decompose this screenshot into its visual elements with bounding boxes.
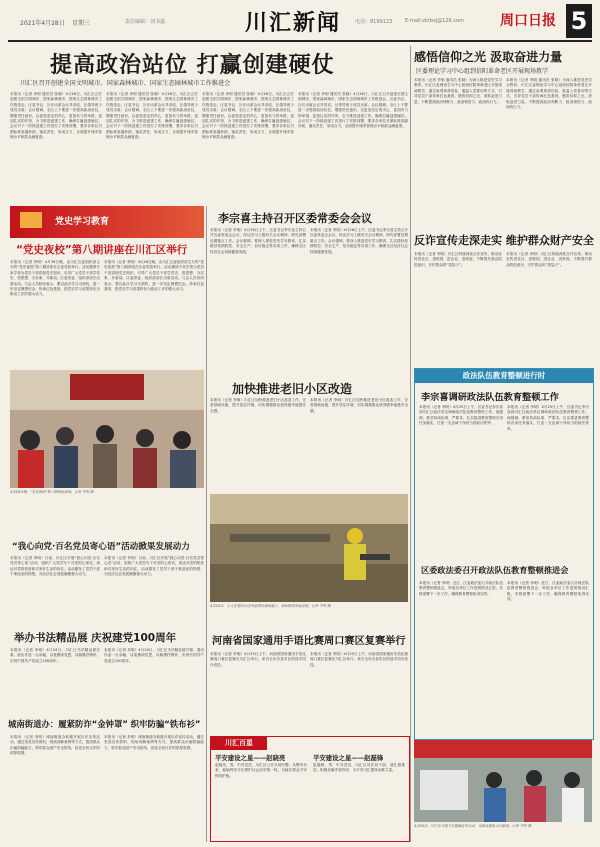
rectify-body-1: 本报讯（记者 李明）4月25日上午，区委书记李宗喜到川汇区政法单位调研政法队伍教育整顿工作。他强调，要坚持高标准、严要求，扎实推进教育整顿各项任务落实，打造一支忠诚干净担当的政法铁军。 <box>419 405 503 426</box>
campaign-title: “我心向党·百名党员寄心语”活动掀果发展动力 <box>12 542 190 552</box>
stars-right-body: 赵磊锋，男，中共党员，川汇区司法局干部。他扎根基层，积极化解矛盾纠纷，为平安川汇建设贡献力量。 <box>313 763 405 773</box>
stars-box-label: 川汇百星 <box>211 737 267 750</box>
rectify-body-2: 本报讯（记者 李明）4月25日上午，区委书记李宗喜到川汇区政法单位调研政法队伍教育整顿工作。他强调，要坚持高标准、严要求，扎实推进教育整顿各项任务落实，打造一支忠诚干净担当的政法铁军。 <box>507 405 589 431</box>
header-divider <box>8 40 592 42</box>
lecture-caption: 4月26日晚，“党史夜校”第八期讲座现场。记者 李明 摄 <box>10 490 94 494</box>
stars-left-title: 平安建设之星——赵晓亮 <box>215 754 286 762</box>
party-school-banner <box>10 206 204 238</box>
rectify-title: 李宗喜调研政法队伍教育整顿工作 <box>421 392 559 403</box>
calligraphy-body-2: 本报讯（记者 李明）4月24日，川汇区书法精品展开幕，展出作品一百余幅，以笔墨颂党恩，以翰墨抒情怀，庆祝中国共产党成立100周年。 <box>104 648 204 663</box>
lead-body-col1: 本报讯（记者 李明 通讯员 张晓）4月26日，川汇区召开创建全国文明城市、国家森林城市、国家生态园林城市工作推进会。区委书记、区长出席会议并讲话，区领导班子成员出席。会议强调，全区上下要进一步提高政治站位，增强责任意识，以更加坚定的决心、更加有力的举措、更加扎实的作风，全力推进创建工作，确保打赢创建硬仗。会议对下一阶段创建工作进行了安排部署，要求各单位对照标准查漏补缺，落实责任，形成合力，全面提升城市管理水平和群众满意度。 <box>10 92 102 140</box>
stars-box <box>210 736 410 842</box>
stars-left-body: 赵晓亮，男，中共党员，川汇区公安分局民警。从警多年来，他始终坚守在维护社会治安第一线，为辖区群众平安保驾护航。 <box>215 763 307 778</box>
lead-body-col4: 本报讯（记者 李明 通讯员 张晓）4月26日，川汇区召开创建全国文明城市、国家森林城市、国家生态园林城市工作推进会。区委书记、区长出席会议并讲话，区领导班子成员出席。会议强调，全区上下要进一步提高政治站位，增强责任意识，以更加坚定的决心、更加有力的举措、更加扎实的作风，全力推进创建工作，确保打赢创建硬仗。会议对下一阶段创建工作进行了安排部署，要求各单位对照标准查漏补缺，落实责任，形成合力，全面提升城市管理水平和群众满意度。 <box>298 92 408 129</box>
lead-body-col3: 本报讯（记者 李明 通讯员 张晓）4月26日，川汇区召开创建全国文明城市、国家森林城市、国家生态园林城市工作推进会。区委书记、区长出席会议并讲话，区领导班子成员出席。会议强调，全区上下要进一步提高政治站位，增强责任意识，以更加坚定的决心、更加有力的举措、更加扎实的作风，全力推进创建工作，确保打赢创建硬仗。会议对下一阶段创建工作进行了安排部署，要求各单位对照标准查漏补缺，落实责任，形成合力，全面提升城市管理水平和群众满意度。 <box>202 92 294 140</box>
fraud-title: 反诈宣传走深走实 维护群众财产安全 <box>414 234 594 247</box>
flag-icon <box>20 212 42 228</box>
campaign-body-2: 本报讯（记者 李明）日前，川汇区开展“我心向党·百名党员寄心语”活动，组织广大党员写下对党的心里话，表达对党的热爱和对美好生活的向往。活动激发了党员干部干事创业的热情，为经济社会发展凝聚强大动力。 <box>104 556 204 577</box>
health-caption: 4月24日，川汇区开展卫生健康宣传活动，为群众提供义诊服务。记者 李明 摄 <box>414 824 532 828</box>
street-title: 城南街道办：履紧防诈“金钟罩” 织牢防骗“铁布衫” <box>8 719 201 729</box>
header-editor: 责任编辑：刘书鑫 <box>125 19 166 25</box>
health-photo <box>414 740 592 822</box>
skills-body-1: 本报讯（记者 李明）4月25日上午，河南省国家通用手语比赛周口赛区复赛在川汇区举行，来自全市各县市区的选手同台竞技。 <box>210 652 306 667</box>
faith-body-2: 本报讯（记者 李明 通讯员 张晓）为深入推进党史学习教育，川汇区委理论学习中心组到信阳革命老区开展现场教学，通过参观革命旧址、重温入党誓词等方式，引导党员干部传承红色基因，感悟信仰之光，汲取奋进力量，不断提高政治判断力、政治领悟力、政治执行力。 <box>506 78 592 110</box>
party-school-body-2: 本报讯（记者 李明）4月26日晚，由川汇区委组织部主办的“党史夜校”第八期讲座在区委党校举行。活动邀请专家学者为党员干部讲授党史知识，引导广大党员干部学党史、悟思想、办实事、开新局。区委常委、组织部部长出席活动。与会人员纷纷表示，要以此次学习为契机，进一步坚定理想信念，传承红色基因，把党史学习成果转化为推动工作的强大动力。 <box>104 260 204 292</box>
meeting-title: 李宗喜主持召开区委常委会会议 <box>218 212 372 225</box>
divider-right <box>410 46 411 842</box>
renovation-caption: 4月24日，工人在老旧小区改造项目现场施工，加快推进改造进度。记者 李明 摄 <box>210 604 331 608</box>
meeting-body-2: 本报讯（记者 李明）4月26日上午，区委书记李宗喜主持召开区委常委会会议，传达学习上级有关会议精神，研究部署近期重点工作。会议强调，要深入推进党史学习教育，扎实做好疫情防控、安全生产、信访稳定等各项工作，确保全区经济社会持续健康发展。 <box>310 228 408 254</box>
calligraphy-title: 举办书法精品展 庆祝建党100周年 <box>14 632 177 644</box>
rectify-body2-1: 本报讯（记者 李明）近日，区委政法委召开政法队伍教育整顿推进会，听取各单位工作进展情况汇报，安排部署下一步工作，确保教育整顿取得实效。 <box>419 581 503 596</box>
fraud-body-2: 本报讯（记者 李明）川汇区持续深化反诈宣传，推动宣传进社区、进校园、进企业、进家庭，不断提升群众防范意识，守护群众的“钱袋子”。 <box>506 252 592 267</box>
renovation-body-2: 本报讯（记者 李明）川汇区加快推进老旧小区改造工作，完善基础设施，提升居住环境，切实增强群众获得感幸福感安全感。 <box>310 398 408 413</box>
page-number-badge <box>566 4 592 38</box>
rectify-banner: 政法队伍教育整顿进行时 <box>415 369 593 383</box>
lead-title: 提高政治站位 打赢创建硬仗 <box>50 53 335 78</box>
banner-label: 党史学习教育 <box>55 217 110 227</box>
lead-body-col2: 本报讯（记者 李明 通讯员 张晓）4月26日，川汇区召开创建全国文明城市、国家森林城市、国家生态园林城市工作推进会。区委书记、区长出席会议并讲话，区领导班子成员出席。会议强调，全区上下要进一步提高政治站位，增强责任意识，以更加坚定的决心、更加有力的举措、更加扎实的作风，全力推进创建工作，确保打赢创建硬仗。会议对下一阶段创建工作进行了安排部署，要求各单位对照标准查漏补缺，落实责任，形成合力，全面提升城市管理水平和群众满意度。 <box>106 92 198 140</box>
renovation-photo <box>210 494 408 602</box>
header-weekday: 星期三 <box>72 20 91 27</box>
paper-logo: 周口日报 <box>500 13 556 29</box>
rectify-title-2: 区委政法委召开政法队伍教育整顿推进会 <box>421 565 569 575</box>
meeting-body-1: 本报讯（记者 李明）4月26日上午，区委书记李宗喜主持召开区委常委会会议，传达学习上级有关会议精神，研究部署近期重点工作。会议强调，要深入推进党史学习教育，扎实做好疫情防控、安全生产、信访稳定等各项工作，确保全区经济社会持续健康发展。 <box>210 228 306 254</box>
street-body-1: 本报讯（记者 李明）城南街道办积极开展反诈宣传活动，通过发放宣传资料、现场讲解案例等方式，提高群众识骗防骗能力，筑牢群众财产安全防线，营造全民反诈的浓厚氛围。 <box>10 735 100 756</box>
faith-subtitle: 区委理论学习中心组到信阳革命老区开展现场教学 <box>416 68 549 75</box>
faith-title: 感悟信仰之光 汲取奋进力量 <box>414 50 563 64</box>
lecture-photo <box>10 370 204 488</box>
street-body-2: 本报讯（记者 李明）城南街道办积极开展反诈宣传活动，通过发放宣传资料、现场讲解案例等方式，提高群众识骗防骗能力，筑牢群众财产安全防线，营造全民反诈的浓厚氛围。 <box>104 735 204 750</box>
header-bar <box>0 0 600 44</box>
party-school-body-1: 本报讯（记者 李明）4月26日晚，由川汇区委组织部主办的“党史夜校”第八期讲座在区委党校举行。活动邀请专家学者为党员干部讲授党史知识，引导广大党员干部学党史、悟思想、办实事、开新局。区委常委、组织部部长出席活动。与会人员纷纷表示，要以此次学习为契机，进一步坚定理想信念，传承红色基因，把党史学习成果转化为推动工作的强大动力。 <box>10 260 100 297</box>
divider-left <box>206 206 207 842</box>
masthead: 川汇新闻 <box>245 10 342 36</box>
page-number: 5 <box>570 7 588 35</box>
renovation-body-1: 本报讯（记者 李明）川汇区加快推进老旧小区改造工作，完善基础设施，提升居住环境，切实增强群众获得感幸福感安全感。 <box>210 398 306 413</box>
skills-title: 河南省国家通用手语比赛周口赛区复赛举行 <box>212 636 406 647</box>
rectify-body2-2: 本报讯（记者 李明）近日，区委政法委召开政法队伍教育整顿推进会，听取各单位工作进展情况汇报，安排部署下一步工作，确保教育整顿取得实效。 <box>507 581 589 602</box>
party-school-title: “党史夜校”第八期讲座在川汇区举行 <box>16 244 188 256</box>
fraud-body-1: 本报讯（记者 李明）川汇区持续深化反诈宣传，推动宣传进社区、进校园、进企业、进家庭，不断提升群众防范意识，守护群众的“钱袋子”。 <box>414 252 502 267</box>
calligraphy-body-1: 本报讯（记者 李明）4月24日，川汇区书法精品展开幕，展出作品一百余幅，以笔墨颂党恩，以翰墨抒情怀，庆祝中国共产党成立100周年。 <box>10 648 100 663</box>
rectify-box <box>414 368 594 740</box>
stars-right-title: 平安建设之星——赵磊锋 <box>313 754 384 762</box>
header-date: 2021年4月28日 <box>20 20 65 27</box>
campaign-body-1: 本报讯（记者 李明）日前，川汇区开展“我心向党·百名党员寄心语”活动，组织广大党员写下对党的心里话，表达对党的热爱和对美好生活的向往。活动激发了党员干部干事创业的热情，为经济社会发展凝聚强大动力。 <box>10 556 100 577</box>
header-phone: 电话：8199123 <box>355 19 393 25</box>
renovation-title: 加快推进老旧小区改造 <box>232 382 353 396</box>
skills-body-2: 本报讯（记者 李明）4月25日上午，河南省国家通用手语比赛周口赛区复赛在川汇区举行，来自全市各县市区的选手同台竞技。 <box>310 652 408 667</box>
header-email: E-mail:zkrbsj@126.com <box>405 18 464 24</box>
lead-subtitle: 川汇区召开创建全国文明城市、国家森林城市、国家生态园林城市工作推进会 <box>20 80 231 87</box>
faith-body-1: 本报讯（记者 李明 通讯员 张晓）为深入推进党史学习教育，川汇区委理论学习中心组到信阳革命老区开展现场教学，通过参观革命旧址、重温入党誓词等方式，引导党员干部传承红色基因，感悟信仰之光，汲取奋进力量，不断提高政治判断力、政治领悟力、政治执行力。 <box>414 78 502 104</box>
